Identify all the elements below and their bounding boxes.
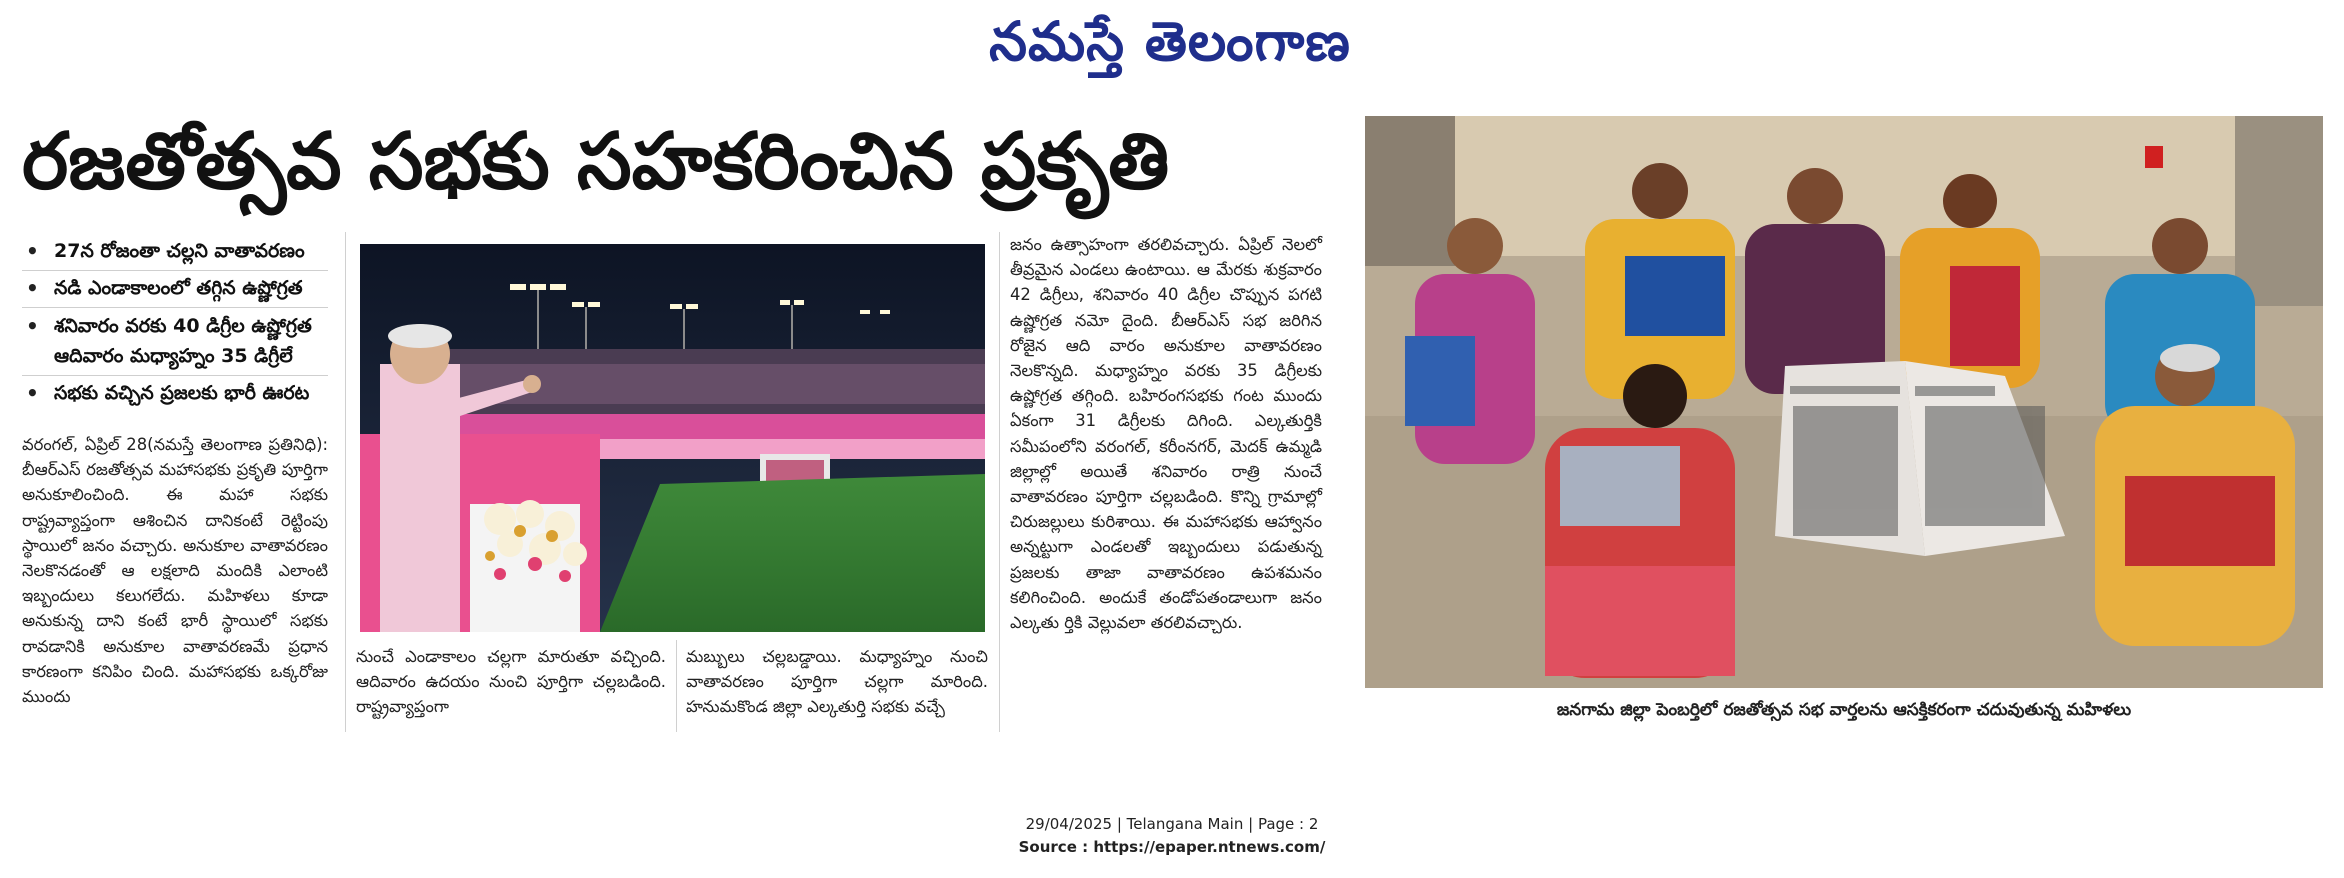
rally-stage-photo bbox=[360, 244, 985, 632]
article-headline: రజతోత్సవ సభకు సహకరించిన ప్రకృతి bbox=[22, 117, 1170, 207]
women-reading-newspaper-photo bbox=[1365, 116, 2323, 688]
article-paragraph: జనం ఉత్సాహంగా తరలివచ్చారు. ఏప్రిల్ నెలలో తీవ్రమైన ఎండలు ఉంటాయి. ఆ మేరకు శుక్రవారం 42 డిగ్రీలు, శనివారం 40 డిగ్రీల చొప్పున పగటి ఉష్ణోగ్రత నమో దైంది. బీఆర్ఎస్ సభ జరిగిన రోజైన ఆది వారం అనుకూల వాతావరణం నెలకొన్నది. మధ్యాహ్నం వరకు 35 డిగ్రీలకు ఉష్ణోగ్రత తగ్గింది. బహిరంగసభకు గంట ముందు ఏకంగా 31 డిగ్రీలకు దిగింది. ఎల్కతుర్తికి సమీపంలోని వరంగల్, కరీంనగర్, మెదక్ ఉమ్మడి జిల్లాల్లో అయితే శనివారం రాత్రి నుంచే వాతావరణం పూర్తిగా చల్లబడింది. కొన్ని గ్రామాల్లో చిరుజల్లులు కురిశాయి. ఈ మహాసభకు ఆహ్వానం అన్నట్టుగా ఎండలతో ఇబ్బందులు పడుతున్న ప్రజలకు తాజా వాతావరణం ఉపశమనం కలిగించింది. అందుకే తండోపతండాలుగా జనం ఎల్కతు ర్తికి వెల్లువలా తరలివచ్చారు. bbox=[1010, 235, 1322, 633]
bullet-icon: • bbox=[26, 276, 39, 300]
highlight-text: సభకు వచ్చిన ప్రజలకు భారీ ఊరట bbox=[54, 382, 310, 404]
bullet-icon: • bbox=[26, 314, 39, 338]
highlight-text: నడి ఎండాకాలంలో తగ్గిన ఉష్ణోగ్రత bbox=[54, 277, 303, 299]
photo-caption: జనగామ జిల్లా పెంబర్తిలో రజతోత్సవ సభ వార్తలను ఆసక్తికరంగా చదువుతున్న మహిళలు bbox=[1556, 700, 2132, 720]
article-paragraph: మబ్బులు చల్లబడ్డాయి. మధ్యాహ్నం నుంచి వాతావరణం పూర్తిగా చల్లగా మారింది. హనుమకొండ జిల్లా ఎల్కతుర్తి సభకు వచ్చే bbox=[686, 647, 988, 717]
edition-info: 29/04/2025 | Telangana Main | Page : 2 bbox=[1025, 815, 1319, 833]
article-paragraph: వరంగల్, ఏప్రిల్ 28(నమస్తే తెలంగాణ ప్రతినిధి): బీఆర్ఎస్ రజతోత్సవ మహాసభకు ప్రకృతి పూర్తిగా అనుకూలించింది. ఈ మహా సభకు రాష్ట్రవ్యాప్తంగా ఆశించిన దానికంటే రెట్టింపు స్థాయిలో జనం వచ్చారు. అనుకూల వాతావరణం నెలకొనడంతో ఆ లక్షలాది మందికి ఎలాంటి ఇబ్బందులు కలుగలేదు. మహిళలు కూడా అనుకున్న దాని కంటే భారీ స్థాయిలో సభకు రావడానికి అనుకూల వాతావరణమే ప్రధాన కారణంగా కనిపిం చింది. మహాసభకు ఒక్కరోజు ముందు bbox=[22, 435, 328, 707]
article-column-3 bbox=[686, 644, 988, 720]
article-paragraph: నుంచే ఎండాకాలం చల్లగా మారుతూ వచ్చింది. ఆదివారం ఉదయం నుంచి పూర్తిగా చల్లబడింది. రాష్ట్రవ్యాప్తంగా bbox=[356, 647, 666, 717]
article-column-1 bbox=[22, 432, 328, 709]
newspaper-masthead: నమస్తే తెలంగాణ bbox=[989, 9, 1351, 73]
highlight-item bbox=[22, 271, 328, 308]
highlight-text: 27న రోజంతా చల్లని వాతావరణం bbox=[54, 240, 305, 262]
highlight-item bbox=[22, 234, 328, 271]
highlight-text: శనివారం వరకు 40 డిగ్రీల ఉష్ణోగ్రత ఆదివారం మధ్యాహ్నం 35 డిగ్రీలే bbox=[54, 315, 312, 367]
source-link[interactable]: Source : https://epaper.ntnews.com/ bbox=[1018, 838, 1326, 856]
article-column-2 bbox=[356, 644, 666, 720]
highlight-item bbox=[22, 308, 328, 376]
article-column-4 bbox=[1010, 232, 1322, 635]
highlight-item bbox=[22, 376, 328, 412]
bullet-icon: • bbox=[26, 239, 39, 263]
bullet-icon: • bbox=[26, 381, 39, 405]
highlights-list bbox=[22, 234, 328, 412]
